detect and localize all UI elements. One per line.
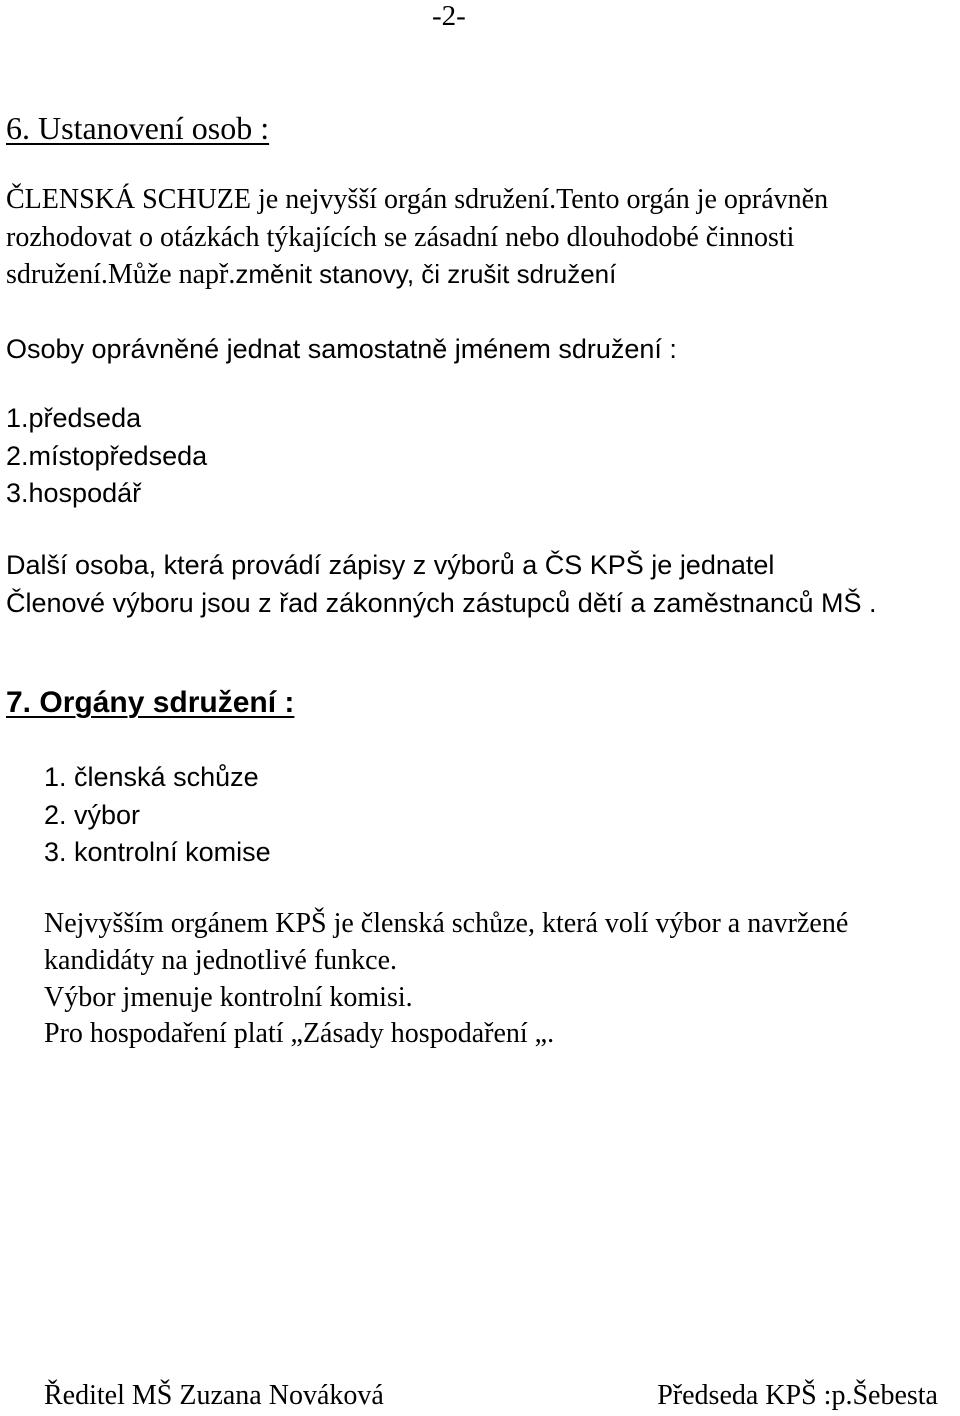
- person-item: 1.předseda: [6, 403, 142, 433]
- section-6-heading: 6. Ustanovení osob :: [6, 110, 270, 146]
- section-6-para-line-2: rozhodovat o otázkách týkajících se zásadní nebo dlouhodobé činnosti: [6, 222, 795, 253]
- para-line-3b: změnit stanovy, či zrušit sdružení: [235, 259, 617, 289]
- signature-left: Ředitel MŠ Zuzana Nováková: [44, 1380, 384, 1411]
- organ-item: 3. kontrolní komise: [44, 837, 271, 867]
- organ-item: 2. výbor: [44, 800, 141, 830]
- section-7-heading: 7. Orgány sdružení :: [6, 686, 295, 719]
- signature-right: Předseda KPŠ :p.Šebesta: [657, 1380, 938, 1411]
- para-line-3a: sdružení.Může např.: [6, 259, 236, 290]
- other-person-line-2: Členové výboru jsou z řad zákonných zástupců dětí a zaměstnanců MŠ .: [6, 588, 877, 618]
- persons-intro: Osoby oprávněné jednat samostatně jménem sdružení :: [6, 334, 677, 364]
- other-person-line-1: Další osoba, která provádí zápisy z výborů a ČS KPŠ je jednatel: [6, 550, 775, 580]
- section-6-para-line-1: [6, 186, 828, 214]
- section-7-para-line-3: Výbor jmenuje kontrolní komisi.: [44, 982, 413, 1013]
- section-7-para-line-1: Nejvyšším orgánem KPŠ je členská schůze, která volí výbor a navržené: [44, 908, 849, 939]
- person-item: 3.hospodář: [6, 478, 142, 508]
- page-number: -2-: [432, 0, 466, 32]
- person-item: 2.místopředseda: [6, 441, 208, 471]
- section-7-para-line-2: kandidáty na jednotlivé funkce.: [44, 945, 397, 976]
- section-6-para-line-3: [6, 261, 616, 289]
- para-1-rest: je nejvyšší orgán sdružení.Tento orgán je oprávněn: [251, 184, 829, 215]
- organ-item: 1. členská schůze: [44, 762, 259, 792]
- section-7-para-line-4: Pro hospodaření platí „Zásady hospodaření „.: [44, 1018, 555, 1049]
- clenska-schuze-term: ČLENSKÁ SCHUZE: [6, 184, 252, 215]
